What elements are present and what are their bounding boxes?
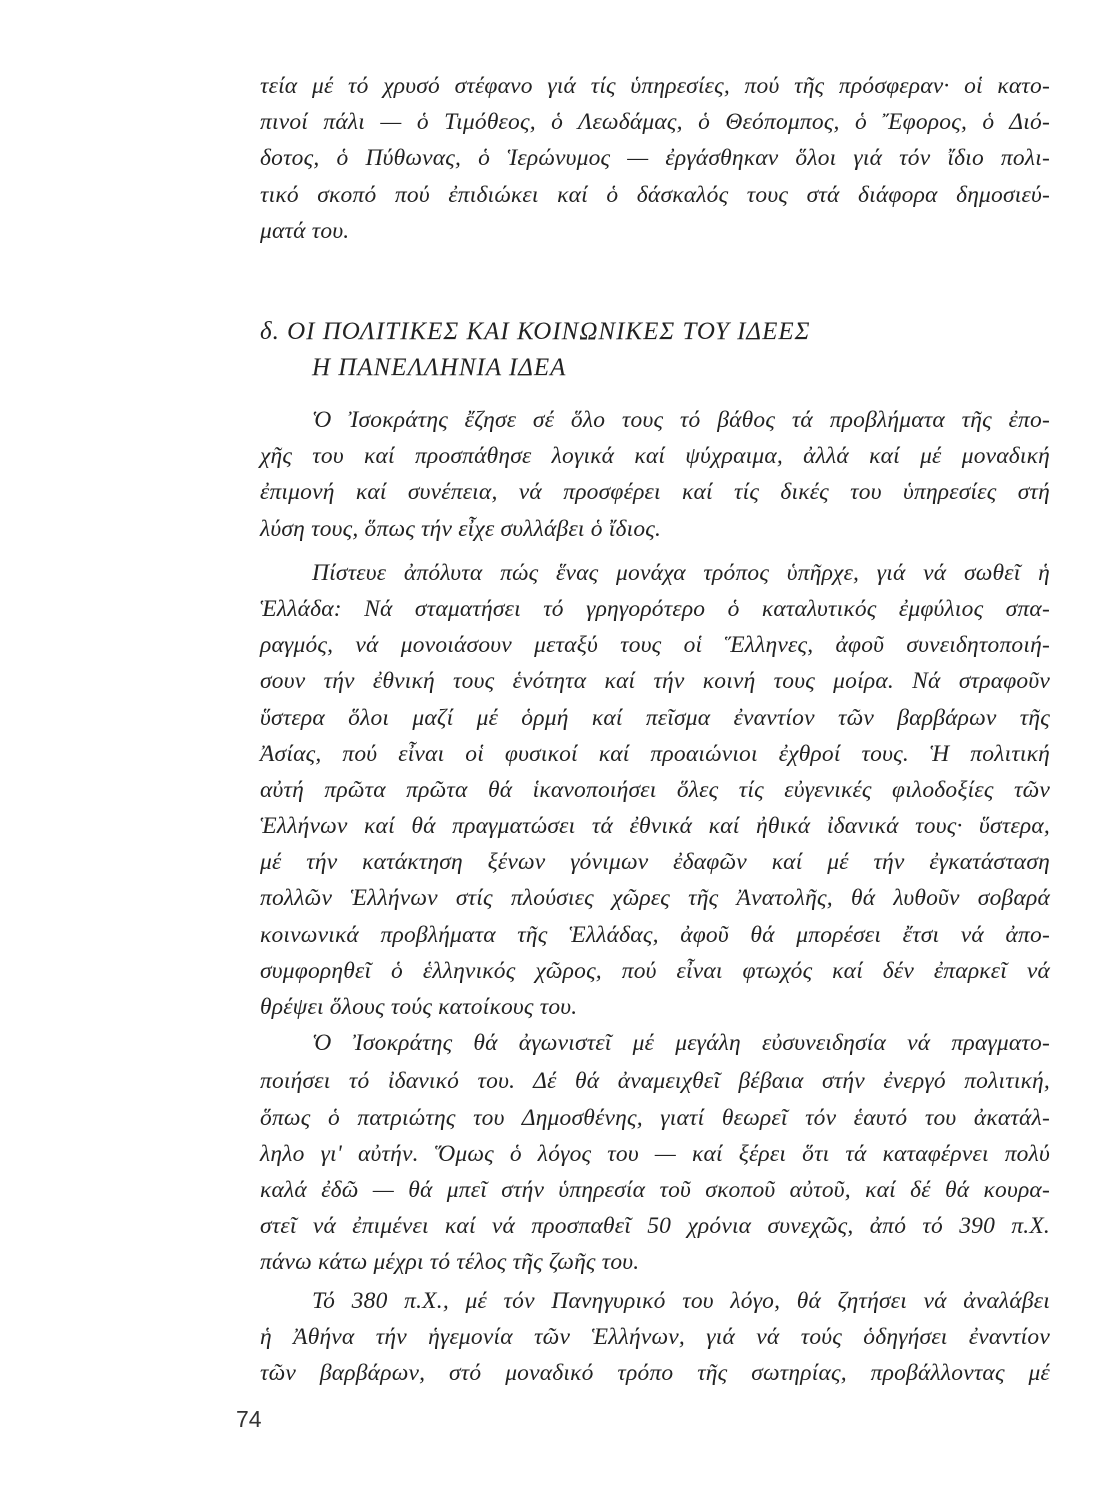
text-line: ματά του. bbox=[260, 217, 350, 244]
text-line: Ὁ Ἰσοκράτης θά ἀγωνιστεῖ μέ μεγάλη εὐσυνειδησία νά πραγματο- bbox=[312, 1030, 1050, 1057]
text-line: ἡ Ἀθήνα τήν ἡγεμονία τῶν Ἑλλήνων, γιά νά τούς ὁδηγήσει ἐναντίον bbox=[260, 1323, 1050, 1350]
text-line: πολλῶν Ἑλλήνων στίς πλούσιες χῶρες τῆς Ἀνατολῆς, θά λυθοῦν σοβαρά bbox=[260, 885, 1050, 912]
text-line: μέ τήν κατάκτηση ξένων γόνιμων ἐδαφῶν καί μέ τήν ἐγκατάσταση bbox=[260, 849, 1050, 876]
text-line: ἐπιμονή καί συνέπεια, νά προσφέρει καί τίς δικές του ὑπηρεσίες στή bbox=[260, 479, 1050, 506]
text-line: χῆς του καί προσπάθησε λογικά καί ψύχραιμα, ἀλλά καί μέ μοναδική bbox=[260, 443, 1050, 470]
text-line: Ἑλλήνων καί θά πραγματώσει τά ἐθνικά καί ἠθικά ἰδανικά τους· ὕστερα, bbox=[260, 813, 1050, 840]
section-heading bbox=[260, 314, 1050, 386]
text-line: θρέψει ὅλους τούς κατοίκους του. bbox=[260, 994, 578, 1020]
text-line: ὅπως ὁ πατριώτης του Δημοσθένης, γιατί θεωρεῖ τόν ἑαυτό του ἀκατάλ- bbox=[260, 1104, 1050, 1131]
text-line: τικό σκοπό πού ἐπιδιώκει καί ὁ δάσκαλός τους στά διάφορα δημοσιεύ- bbox=[260, 181, 1050, 208]
text-line: κοινωνικά προβλήματα τῆς Ἑλλάδας, ἀφοῦ θά μπορέσει ἔτσι νά ἀπο- bbox=[260, 921, 1050, 948]
page-number: 74 bbox=[236, 1406, 262, 1432]
heading-line-2: Η ΠΑΝΕΛΛΗΝΙΑ ΙΔΕΑ bbox=[312, 354, 567, 382]
text-line: αὐτή πρῶτα πρῶτα θά ἱκανοποιήσει ὅλες τίς εὐγενικές φιλοδοξίες τῶν bbox=[260, 776, 1050, 803]
text-line: συμφορηθεῖ ὁ ἑλληνικός χῶρος, πού εἶναι φτωχός καί δέν ἐπαρκεῖ νά bbox=[260, 957, 1050, 984]
text-line: τεία μέ τό χρυσό στέφανο γιά τίς ὑπηρεσίες, πού τῆς πρόσφεραν· οἱ κατο- bbox=[260, 73, 1050, 99]
text-line: λύση τους, ὅπως τήν εἶχε συλλάβει ὁ ἴδιος. bbox=[260, 515, 662, 542]
text-line: Πίστευε ἀπόλυτα πώς ἕνας μονάχα τρόπος ὑπῆρχε, γιά νά σωθεῖ ἡ bbox=[312, 559, 1050, 586]
text-line: ραγμός, νά μονοιάσουν μεταξύ τους οἱ Ἕλληνες, ἀφοῦ συνειδητοποιή- bbox=[260, 632, 1050, 659]
body-text bbox=[260, 402, 1050, 1391]
text-line: δοτος, ὁ Πύθωνας, ὁ Ἱερώνυμος — ἐργάσθηκαν ὅλοι γιά τόν ἴδιο πολι- bbox=[260, 145, 1050, 172]
text-line: Τό 380 π.Χ., μέ τόν Πανηγυρικό του λόγο, θά ζητήσει νά ἀναλάβει bbox=[312, 1287, 1050, 1314]
text-line: σουν τήν ἐθνική τους ἑνότητα καί τήν κοινή τους μοίρα. Νά στραφοῦν bbox=[260, 668, 1050, 695]
text-line: ὕστερα ὅλοι μαζί μέ ὁρμή καί πεῖσμα ἐναντίον τῶν βαρβάρων τῆς bbox=[260, 704, 1050, 731]
text-line: στεῖ νά ἐπιμένει καί νά προσπαθεῖ 50 χρόνια συνεχῶς, ἀπό τό 390 π.Χ. bbox=[260, 1213, 1050, 1240]
text-line: πινοί πάλι — ὁ Τιμόθεος, ὁ Λεωδάμας, ὁ Θεόπομπος, ὁ Ἔφορος, ὁ Διό- bbox=[260, 109, 1050, 136]
text-line: ποιήσει τό ἰδανικό του. Δέ θά ἀναμειχθεῖ βέβαια στήν ἐνεργό πολιτική, bbox=[260, 1068, 1050, 1095]
text-line: τῶν βαρβάρων, στό μοναδικό τρόπο τῆς σωτηρίας, προβάλλοντας μέ bbox=[260, 1359, 1050, 1386]
continued-paragraph bbox=[260, 68, 1050, 249]
text-line: Ἑλλάδα: Νά σταματήσει τό γρηγορότερο ὁ καταλυτικός ἐμφύλιος σπα- bbox=[260, 595, 1050, 622]
text-line: καλά ἐδῶ — θά μπεῖ στήν ὑπηρεσία τοῦ σκοποῦ αὐτοῦ, καί δέ θά κουρα- bbox=[260, 1176, 1050, 1203]
text-line: Ὁ Ἰσοκράτης ἔζησε σέ ὅλο τους τό βάθος τά προβλήματα τῆς ἐπο- bbox=[312, 407, 1050, 433]
heading-line-1: δ. ΟΙ ΠΟΛΙΤΙΚΕΣ ΚΑΙ ΚΟΙΝΩΝΙΚΕΣ ΤΟΥ ΙΔΕΕΣ bbox=[260, 318, 811, 345]
text-line: ληλο γι' αὐτήν. Ὅμως ὁ λόγος του — καί ξέρει ὅτι τά καταφέρνει πολύ bbox=[260, 1140, 1050, 1167]
text-line: πάνω κάτω μέχρι τό τέλος τῆς ζωῆς του. bbox=[260, 1249, 640, 1276]
text-line: Ἀσίας, πού εἶναι οἱ φυσικοί καί προαιώνιοι ἐχθροί τους. Ἡ πολιτική bbox=[260, 740, 1050, 767]
